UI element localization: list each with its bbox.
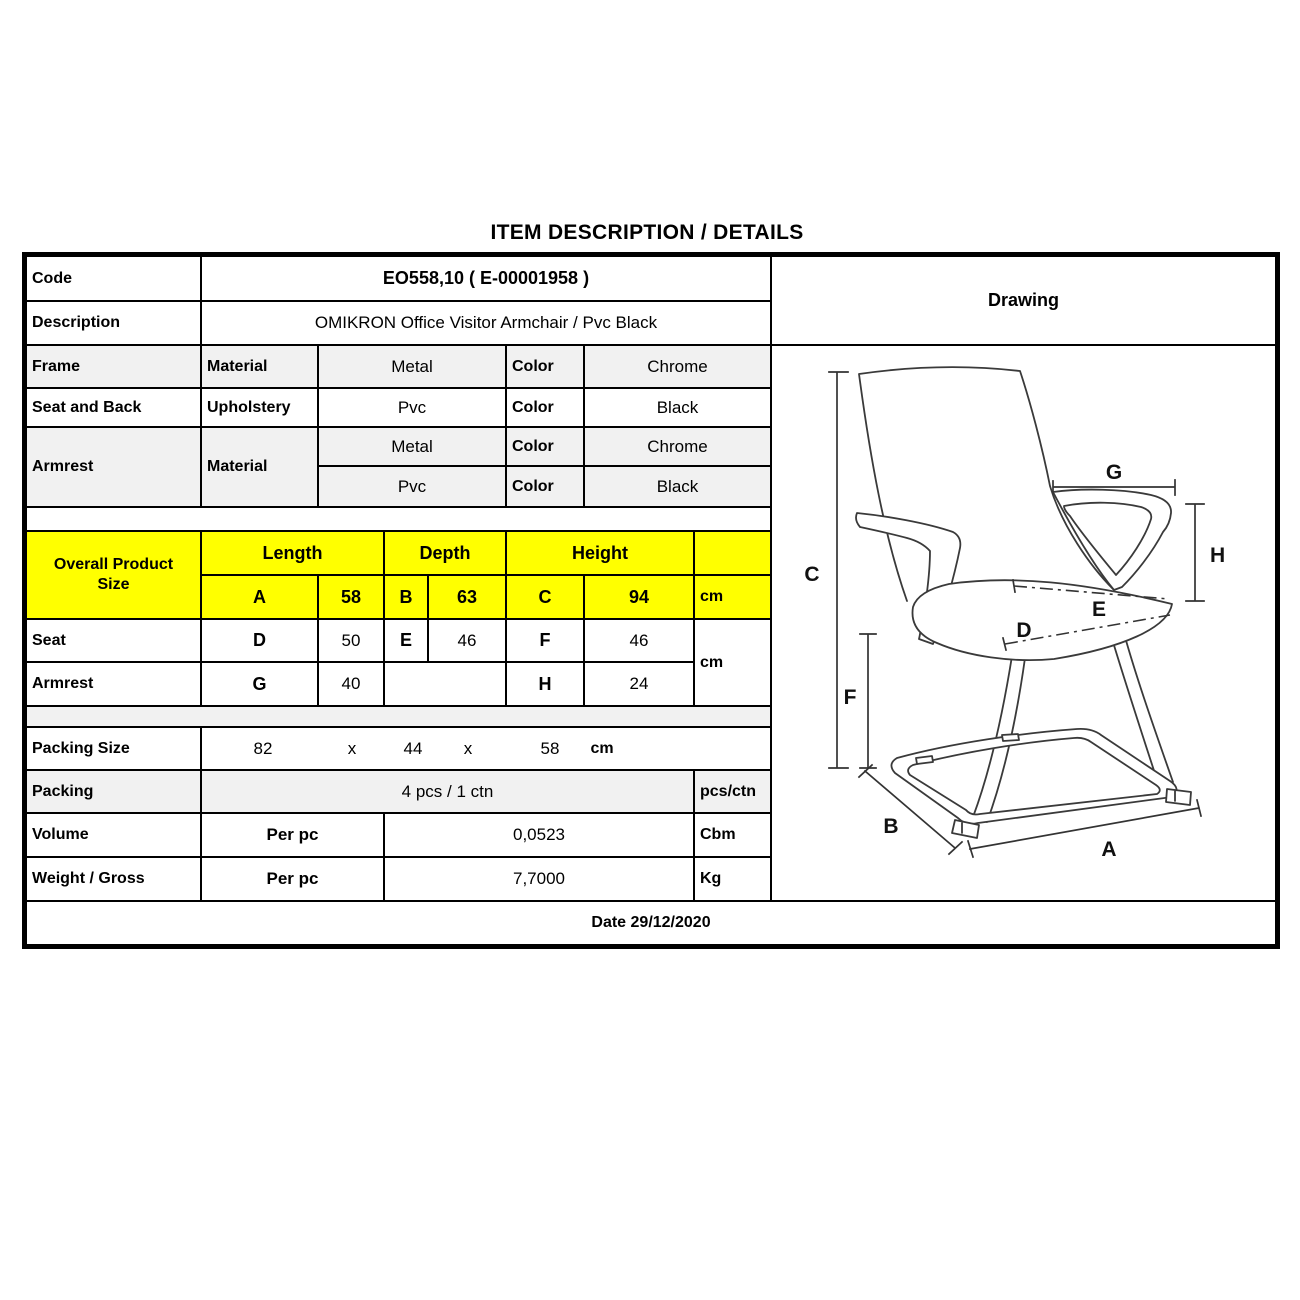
- dim-label-E: E: [1091, 598, 1107, 621]
- packing-size-v2: 44: [403, 738, 423, 758]
- dim-line-H: [1186, 504, 1204, 601]
- frame-color-value: Chrome: [584, 345, 771, 388]
- dim-value-C: 94: [584, 575, 694, 619]
- volume-label: Volume: [26, 813, 201, 857]
- drawing-header: Drawing: [771, 256, 1276, 345]
- chair-technical-drawing: [772, 346, 1275, 900]
- armrest-attr: Material: [201, 427, 318, 507]
- dim-label-A: A: [1101, 838, 1117, 861]
- chair-sled-base: [891, 729, 1176, 824]
- armrest-label: Armrest: [26, 427, 201, 507]
- armrest-size-blank: [384, 662, 506, 706]
- overall-size-unit: cm: [694, 575, 771, 619]
- packing-size-x1: x: [347, 738, 357, 758]
- dim-label-H: H: [1210, 544, 1226, 567]
- dim-value-F: 46: [584, 619, 694, 662]
- seatback-material-value: Pvc: [318, 388, 506, 427]
- armrest-color-label-2: Color: [506, 466, 584, 507]
- dim-label-B: B: [883, 815, 899, 838]
- size-header-height: Height: [506, 531, 694, 575]
- armrest-color-value-2: Black: [584, 466, 771, 507]
- frame-material-value: Metal: [318, 345, 506, 388]
- dim-letter-E: E: [384, 619, 428, 662]
- code-value: EO558,10 ( E-00001958 ): [201, 256, 771, 301]
- chair-backrest: [859, 367, 1113, 601]
- volume-value: 0,0523: [384, 813, 694, 857]
- packing-unit: pcs/ctn: [694, 770, 771, 813]
- packing-size-v1: 82: [253, 738, 273, 758]
- chair-foot-rear: [1166, 789, 1191, 805]
- dim-value-G: 40: [318, 662, 384, 706]
- seatback-color-label: Color: [506, 388, 584, 427]
- spacer-row-1: [26, 507, 771, 531]
- dim-value-A: 58: [318, 575, 384, 619]
- dim-value-D: 50: [318, 619, 384, 662]
- packing-size-v3: 58: [540, 738, 560, 758]
- weight-per: Per pc: [201, 857, 384, 901]
- size-header-depth: Depth: [384, 531, 506, 575]
- seatback-attr: Upholstery: [201, 388, 318, 427]
- drawing-cell: [771, 345, 1276, 901]
- chair-runner-tab2: [916, 756, 933, 764]
- dim-label-G: G: [1105, 461, 1123, 484]
- dim-letter-B: B: [384, 575, 428, 619]
- dim-value-E: 46: [428, 619, 506, 662]
- dim-value-H: 24: [584, 662, 694, 706]
- seat-armrest-unit: cm: [694, 619, 771, 706]
- dim-letter-G: G: [201, 662, 318, 706]
- frame-label: Frame: [26, 345, 201, 388]
- dim-label-D: D: [1016, 619, 1032, 642]
- armrest-color-value-1: Chrome: [584, 427, 771, 466]
- packing-size-x2: x: [463, 738, 473, 758]
- spec-table: [22, 252, 1280, 949]
- dim-line-F: [860, 634, 876, 768]
- packing-value: 4 pcs / 1 ctn: [201, 770, 694, 813]
- code-label: Code: [26, 256, 201, 301]
- seat-size-label: Seat: [26, 619, 201, 662]
- packing-size-value: [201, 727, 771, 770]
- dim-letter-A: A: [201, 575, 318, 619]
- seatback-color-value: Black: [584, 388, 771, 427]
- dim-label-C: C: [804, 563, 820, 586]
- spacer-row-2: [26, 706, 771, 727]
- volume-unit: Cbm: [694, 813, 771, 857]
- description-value: OMIKRON Office Visitor Armchair / Pvc Black: [201, 301, 771, 345]
- chair-seat: [912, 580, 1172, 660]
- date-row: Date 29/12/2020: [26, 901, 1276, 945]
- dim-letter-C: C: [506, 575, 584, 619]
- weight-unit: Kg: [694, 857, 771, 901]
- page-title: ITEM DESCRIPTION / DETAILS: [490, 221, 804, 244]
- packing-size-unit: cm: [590, 739, 614, 757]
- armrest-material-value-1: Metal: [318, 427, 506, 466]
- chair-runner-tab1: [1002, 734, 1019, 741]
- size-header-blank: [694, 531, 771, 575]
- description-label: Description: [26, 301, 201, 345]
- armrest-color-label-1: Color: [506, 427, 584, 466]
- weight-value: 7,7000: [384, 857, 694, 901]
- frame-color-label: Color: [506, 345, 584, 388]
- packing-label: Packing: [26, 770, 201, 813]
- overall-size-label: Overall Product Size: [26, 531, 201, 619]
- dim-value-B: 63: [428, 575, 506, 619]
- packing-size-label: Packing Size: [26, 727, 201, 770]
- seatback-label: Seat and Back: [26, 388, 201, 427]
- armrest-material-value-2: Pvc: [318, 466, 506, 507]
- dim-letter-D: D: [201, 619, 318, 662]
- size-header-length: Length: [201, 531, 384, 575]
- dim-label-F: F: [843, 686, 857, 709]
- frame-attr: Material: [201, 345, 318, 388]
- dim-letter-H: H: [506, 662, 584, 706]
- armrest-size-label: Armrest: [26, 662, 201, 706]
- dim-letter-F: F: [506, 619, 584, 662]
- weight-label: Weight / Gross: [26, 857, 201, 901]
- volume-per: Per pc: [201, 813, 384, 857]
